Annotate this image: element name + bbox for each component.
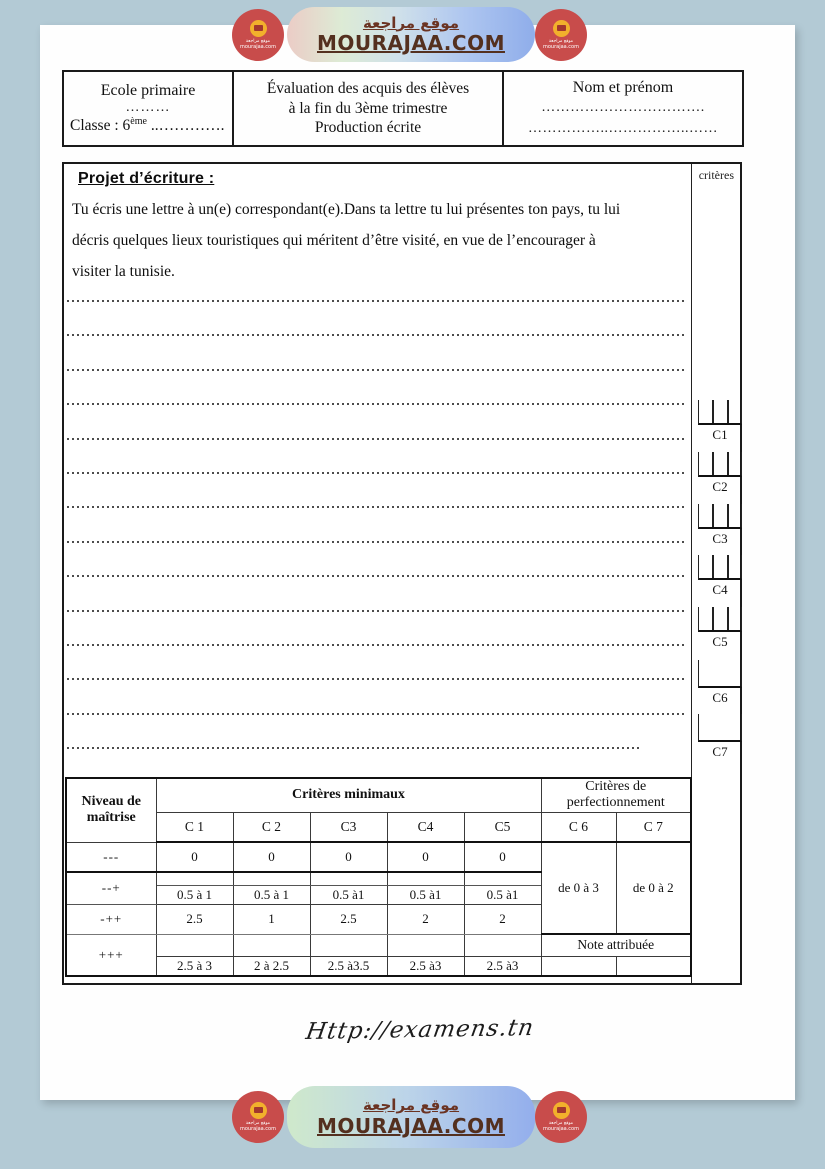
column-header-c7: C 7 [616,812,691,842]
score-cell: 0 [387,842,464,872]
writing-line [67,506,685,508]
logo-url-text: mourajaa.com [542,1126,579,1133]
logo-url-text: mourajaa.com [239,44,276,51]
book-icon [553,20,570,37]
column-header-c4: C4 [387,812,464,842]
writing-line [67,369,685,371]
writing-line [67,747,642,749]
box-divider [712,555,714,578]
site-logo [535,1091,587,1143]
criteria-score-box-c5 [698,607,742,632]
score-cell: 0.5 à 1 [233,885,310,904]
logo-arabic-text: موقع مراجعة [548,38,574,44]
class-line [70,116,226,135]
criteria-label-c1: C1 [712,427,728,442]
name-dots-line1: ……………………………. [541,99,705,115]
writing-line [67,678,685,680]
book-glyph [254,25,263,31]
writing-line [67,610,685,612]
logo-arabic-text: موقع مراجعة [548,1120,574,1126]
score-cell: 2 [464,904,541,934]
book-icon [553,1102,570,1119]
banner-pill [287,7,535,62]
empty-cell [233,934,310,956]
score-cell: 0.5 à1 [310,885,387,904]
logo-url-text: mourajaa.com [542,44,579,51]
empty-cell [310,872,387,885]
score-cell: 2 à 2.5 [233,956,310,976]
score-cell: 0 [156,842,233,872]
level-row-2-label: --+ [66,872,156,904]
banner-arabic-title: موقع مراجعة [362,1096,460,1115]
score-cell: 2.5 à 3 [156,956,233,976]
evaluation-title-cell [233,71,503,146]
writing-lines [67,300,685,781]
writing-line [67,575,685,577]
criteria-score-box-c4 [698,555,742,580]
grading-rubric-table [65,777,692,977]
project-title: Projet d’écriture : [78,170,215,187]
site-logo [232,1091,284,1143]
attributed-grade-cell-c6 [541,956,616,976]
banner-site-url: MOURAJAA.COM [317,31,505,56]
criteria-score-box-c7 [698,714,742,742]
criteria-label-c5: C5 [712,634,728,649]
writing-prompt [72,194,697,287]
column-header-c2: C 2 [233,812,310,842]
school-dots-line: ……… [125,99,171,115]
box-divider [712,400,714,423]
score-cell: 2.5 [156,904,233,934]
score-cell: 0.5 à1 [387,885,464,904]
name-dots-line2: ……………..……………..…… [528,120,718,136]
handwritten-url: Http://examens.tn [303,1015,537,1045]
empty-cell [387,872,464,885]
c7-score-range: de 0 à 2 [616,842,691,934]
writing-line [67,644,685,646]
box-divider [727,504,729,527]
class-label: Classe : 6 [70,117,131,135]
book-glyph [557,25,566,31]
bottom-banner [232,1086,592,1146]
score-cell: 0.5 à 1 [156,885,233,904]
score-cell: 2 [387,904,464,934]
site-logo [232,9,284,61]
column-header-c6: C 6 [541,812,616,842]
top-banner [232,7,592,67]
box-divider [727,607,729,630]
score-cell: 2.5 [310,904,387,934]
prompt-line-1: Tu écris une lettre à un(e) correspondant(e).Dans ta lettre tu lui présentes ton pays, tu lui [72,201,621,218]
minimal-criteria-header: Critères minimaux [156,778,541,812]
criteria-label-c3: C3 [712,531,728,546]
book-icon [250,1102,267,1119]
school-cell [63,71,233,146]
book-icon [250,20,267,37]
logo-arabic-text: موقع مراجعة [245,1120,271,1126]
writing-line [67,438,685,440]
score-cell: 0.5 à1 [464,885,541,904]
score-cell: 2.5 à3 [464,956,541,976]
logo-url-text: mourajaa.com [239,1126,276,1133]
column-header-c5: C5 [464,812,541,842]
level-row-3-label: -++ [66,904,156,934]
criteria-score-box-c3 [698,504,742,529]
box-divider [727,555,729,578]
empty-cell [156,872,233,885]
box-divider [712,452,714,475]
criteria-score-box-c6 [698,660,742,688]
class-superscript: ème [130,115,147,127]
criteria-label-c7: C7 [712,744,728,759]
evaluation-title-line1: Évaluation des acquis des élèves [266,79,470,97]
empty-cell [387,934,464,956]
attributed-grade-cell-c7 [616,956,691,976]
empty-cell [156,934,233,956]
writing-line [67,334,685,336]
class-dots-line: ..…………. [146,117,225,135]
site-logo [535,9,587,61]
score-cell: 2.5 à3 [387,956,464,976]
criteria-label-c4: C4 [712,582,728,597]
empty-cell [464,872,541,885]
score-cell: 2.5 à3.5 [310,956,387,976]
banner-site-url: MOURAJAA.COM [317,1113,505,1138]
box-divider [712,607,714,630]
score-cell: 0 [310,842,387,872]
criteria-score-box-c2 [698,452,742,477]
name-label: Nom et prénom [572,78,674,96]
book-glyph [254,1107,263,1113]
column-header-c1: C 1 [156,812,233,842]
improvement-criteria-header: Critères de perfectionnement [541,778,691,812]
c6-score-range: de 0 à 3 [541,842,616,934]
score-cell: 0 [233,842,310,872]
criteria-label-c2: C2 [712,479,728,494]
criteria-label-c6: C6 [712,690,728,705]
level-row-4-label: +++ [66,934,156,976]
school-label: Ecole primaire [100,81,196,99]
box-divider [727,452,729,475]
criteria-column-header: critères [698,168,734,182]
prompt-line-2: décris quelques lieux touristiques qui méritent d’être visité, en vue de l’encourager à [72,232,596,249]
writing-line [67,403,685,405]
logo-arabic-text: موقع مراجعة [245,38,271,44]
criteria-score-box-c1 [698,400,742,425]
student-name-cell [503,71,743,146]
book-glyph [557,1107,566,1113]
document-page [40,25,795,1100]
writing-line [67,300,685,302]
writing-line [67,541,685,543]
banner-pill [287,1086,535,1148]
identification-table [62,70,744,147]
score-cell: 1 [233,904,310,934]
score-cell: 0 [464,842,541,872]
writing-line [67,472,685,474]
banner-arabic-title: موقع مراجعة [362,13,460,32]
empty-cell [233,872,310,885]
empty-cell [310,934,387,956]
evaluation-title-line2: à la fin du 3ème trimestre [288,99,448,117]
evaluation-title-line3: Production écrite [314,119,422,137]
level-row-1-label: --- [66,842,156,872]
box-divider [727,400,729,423]
attributed-grade-header: Note attribuée [541,934,691,956]
empty-cell [464,934,541,956]
mastery-level-header: Niveau de maîtrise [66,778,156,842]
writing-line [67,713,685,715]
prompt-line-3: visiter la tunisie. [72,263,175,280]
box-divider [712,504,714,527]
column-header-c3: C3 [310,812,387,842]
